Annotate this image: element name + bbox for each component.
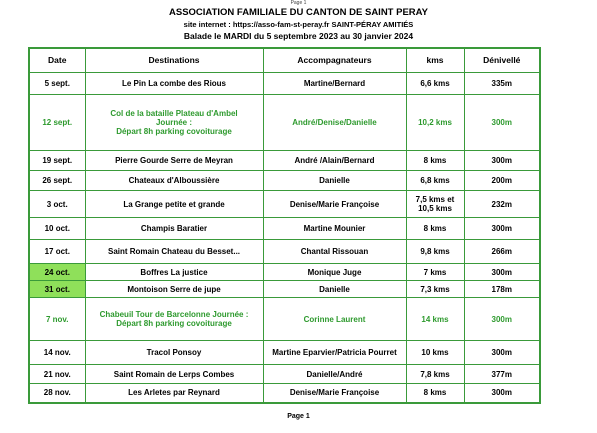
cell-destination: Boffres La justice xyxy=(85,264,263,281)
cell-elevation: 300m xyxy=(464,95,540,151)
cell-elevation: 377m xyxy=(464,365,540,384)
table-row xyxy=(29,298,540,341)
date-range-line: Balade le MARDI du 5 septembre 2023 au 30 janvier 2024 xyxy=(183,31,414,41)
cell-elevation: 300m xyxy=(464,341,540,365)
cell-date: 10 oct. xyxy=(29,218,85,240)
cell-elevation: 232m xyxy=(464,191,540,218)
cell-kms: 10,2 kms xyxy=(406,95,464,151)
cell-guides: André /Alain/Bernard xyxy=(263,151,406,171)
table-row xyxy=(29,281,540,298)
cell-elevation: 300m xyxy=(464,218,540,240)
table-row xyxy=(29,384,540,403)
cell-kms: 10 kms xyxy=(406,341,464,365)
cell-guides: Danielle xyxy=(263,281,406,298)
cell-elevation: 178m xyxy=(464,281,540,298)
table-row xyxy=(29,341,540,365)
cell-date: 26 sept. xyxy=(29,171,85,191)
column-header-date: Date xyxy=(29,48,85,73)
cell-elevation: 200m xyxy=(464,171,540,191)
cell-destination: La Grange petite et grande xyxy=(85,191,263,218)
cell-date-highlighted: 24 oct. xyxy=(29,264,85,281)
cell-guides: Denise/Marie Françoise xyxy=(263,384,406,403)
website-line: site internet : https://asso-fam-st-peray.fr SAINT-PÉRAY AMITIÉS xyxy=(183,20,414,29)
column-header-kms: kms xyxy=(406,48,464,73)
cell-destination: Chateaux d'Alboussière xyxy=(85,171,263,191)
cell-date: 28 nov. xyxy=(29,384,85,403)
cell-elevation: 335m xyxy=(464,73,540,95)
cell-elevation: 300m xyxy=(464,298,540,341)
cell-elevation: 300m xyxy=(464,264,540,281)
column-header-destinations: Destinations xyxy=(85,48,263,73)
table-row xyxy=(29,171,540,191)
cell-date: 5 sept. xyxy=(29,73,85,95)
cell-date-highlighted: 31 oct. xyxy=(29,281,85,298)
cell-destination: Saint Romain Chateau du Besset... xyxy=(85,240,263,264)
cell-destination: Col de la bataille Plateau d'Ambel Journée : Départ 8h parking covoiturage xyxy=(85,95,263,151)
table-row xyxy=(29,218,540,240)
cell-date: 7 nov. xyxy=(29,298,85,341)
cell-kms: 8 kms xyxy=(406,151,464,171)
cell-kms: 8 kms xyxy=(406,384,464,403)
cell-destination: Pierre Gourde Serre de Meyran xyxy=(85,151,263,171)
cell-date: 14 nov. xyxy=(29,341,85,365)
table-header-row xyxy=(29,48,540,73)
page-number: Page 1 xyxy=(287,413,310,420)
table-row xyxy=(29,95,540,151)
cell-guides: Martine Mounier xyxy=(263,218,406,240)
table-row xyxy=(29,191,540,218)
table-row xyxy=(29,151,540,171)
cell-guides: Danielle xyxy=(263,171,406,191)
cell-guides: Denise/Marie Françoise xyxy=(263,191,406,218)
column-header-guides: Accompagnateurs xyxy=(263,48,406,73)
table-row xyxy=(29,73,540,95)
table-row xyxy=(29,240,540,264)
cell-date: 19 sept. xyxy=(29,151,85,171)
cell-elevation: 300m xyxy=(464,384,540,403)
cell-destination: Chabeuil Tour de Barcelonne Journée : Départ 8h parking covoiturage xyxy=(85,298,263,341)
cell-destination: Tracol Ponsoy xyxy=(85,341,263,365)
table-row xyxy=(29,365,540,384)
cell-date: 21 nov. xyxy=(29,365,85,384)
cell-kms: 14 kms xyxy=(406,298,464,341)
cell-kms: 6,8 kms xyxy=(406,171,464,191)
cell-date: 17 oct. xyxy=(29,240,85,264)
cell-kms: 8 kms xyxy=(406,218,464,240)
cell-guides: Danielle/André xyxy=(263,365,406,384)
cell-guides: Monique Juge xyxy=(263,264,406,281)
table-row xyxy=(29,264,540,281)
cell-kms: 7,8 kms xyxy=(406,365,464,384)
cell-guides: André/Denise/Danielle xyxy=(263,95,406,151)
cell-elevation: 300m xyxy=(464,151,540,171)
cell-kms: 7,5 kms et 10,5 kms xyxy=(406,191,464,218)
cell-guides: Martine Eparvier/Patricia Pourret xyxy=(263,341,406,365)
cell-elevation: 266m xyxy=(464,240,540,264)
page-header-stub: Page 1 xyxy=(290,0,307,6)
cell-date: 12 sept. xyxy=(29,95,85,151)
cell-guides: Corinne Laurent xyxy=(263,298,406,341)
cell-kms: 6,6 kms xyxy=(406,73,464,95)
document-title: ASSOCIATION FAMILIALE DU CANTON DE SAINT PERAY xyxy=(169,7,428,18)
cell-date: 3 oct. xyxy=(29,191,85,218)
column-header-elevation: Dénivellé xyxy=(464,48,540,73)
cell-destination: Montoison Serre de jupe xyxy=(85,281,263,298)
cell-destination: Champis Baratier xyxy=(85,218,263,240)
cell-kms: 9,8 kms xyxy=(406,240,464,264)
cell-destination: Le Pin La combe des Rious xyxy=(85,73,263,95)
cell-destination: Saint Romain de Lerps Combes xyxy=(85,365,263,384)
cell-kms: 7,3 kms xyxy=(406,281,464,298)
cell-kms: 7 kms xyxy=(406,264,464,281)
cell-guides: Martine/Bernard xyxy=(263,73,406,95)
cell-guides: Chantal Rissouan xyxy=(263,240,406,264)
cell-destination: Les Arletes par Reynard xyxy=(85,384,263,403)
walk-schedule-table xyxy=(28,47,541,404)
